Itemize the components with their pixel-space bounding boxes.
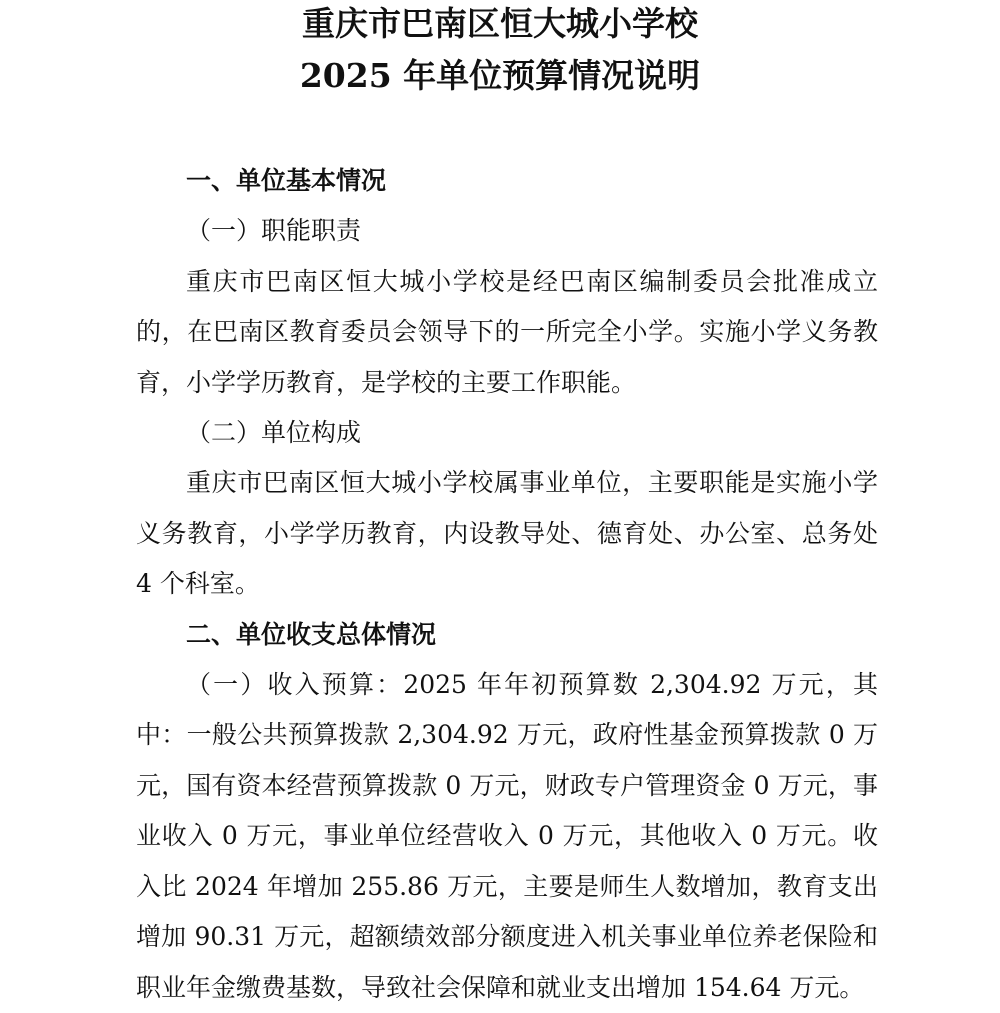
paragraph-income-budget: （一）收入预算：2025 年年初预算数 2,304.92 万元，其中：一般公共预算拨款 2,304.92 万元，政府性基金预算拨款 0 万元，国有资本经营预算拨款 0 万元，财政专户管理资金 0 万元，事业收入 0 万元，事业单位经营收入 0 万元，其他收入 0 万元。收入比 2024 年增加 255.86 万元，主要是师生人数增加，教育支出增加 90.31 万元，超额绩效部分额度进入机关事业单位养老保险和职业年金缴费基数，导致社会保障和就业支出增加 154.64 万元。 xyxy=(136,670,878,1002)
subheading-functions: （一）职能职责 xyxy=(186,216,362,246)
document-title-line-1: 重庆市巴南区恒大城小学校 xyxy=(302,4,698,43)
section-heading-budget-overview: 二、单位收支总体情况 xyxy=(186,619,437,649)
paragraph-functions: 重庆市巴南区恒大城小学校是经巴南区编制委员会批准成立的，在巴南区教育委员会领导下的一所完全小学。实施小学义务教育，小学学历教育，是学校的主要工作职能。 xyxy=(136,266,878,397)
subheading-structure: （二）单位构成 xyxy=(186,418,362,448)
document-body xyxy=(136,156,878,1013)
document-title-line-2: 2025 年单位预算情况说明 xyxy=(299,56,701,95)
section-heading-basic-info: 一、单位基本情况 xyxy=(186,166,387,195)
paragraph-structure: 重庆市巴南区恒大城小学校属事业单位，主要职能是实施小学义务教育，小学学历教育，内设教导处、德育处、办公室、总务处 4 个科室。 xyxy=(136,468,878,599)
